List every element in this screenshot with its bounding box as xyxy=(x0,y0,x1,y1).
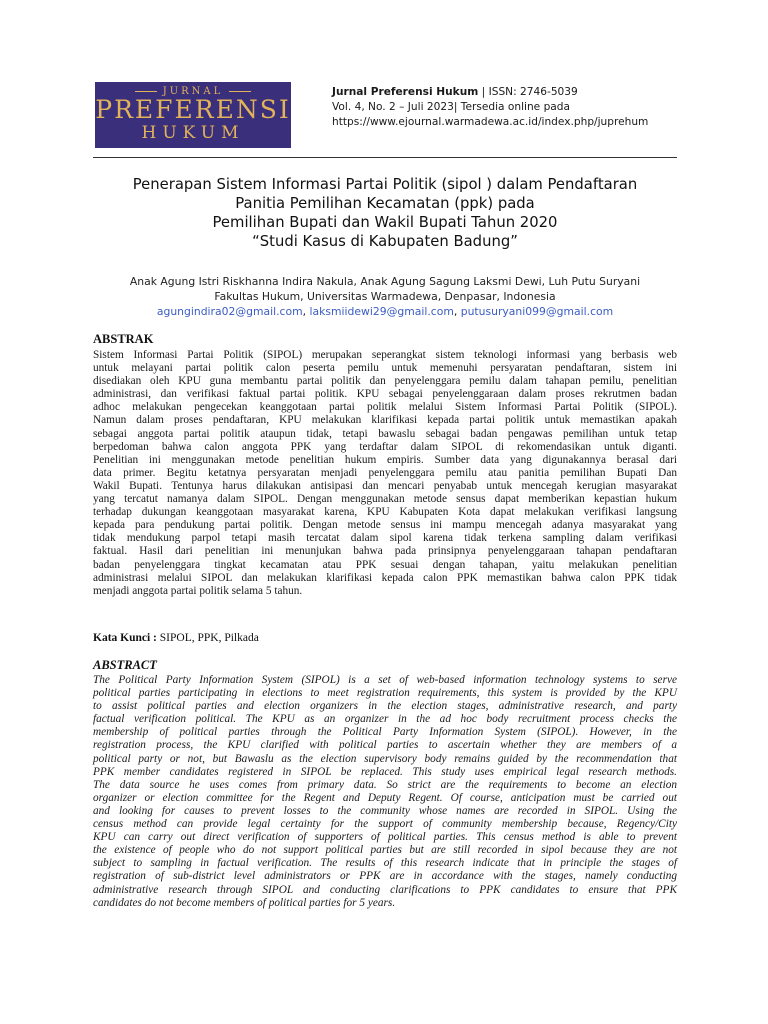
paragraph-line: yang tercatut namanya dalam SIPOL. Dengan menggunakan metode sensus dapat memberikan kepastian hukum xyxy=(93,493,677,506)
paragraph-line: The Political Party Information System (SIPOL) is a set of web-based information technology systems to serve xyxy=(93,674,677,686)
logo-line-hukum: HUKUM xyxy=(141,123,245,143)
journal-header-info xyxy=(332,85,677,130)
journal-logo xyxy=(95,82,291,148)
paragraph-line: data primer. Begitu ketatnya persyaratan menjadi penyelenggara pemilu atau panitia pemilihan Bupati Dan xyxy=(93,466,677,479)
paragraph-line: berpedoman bahwa calon anggota PPK yang terdaftar dalam SIPOL di rekomendasikan untuk diganti. xyxy=(93,440,677,453)
keywords-label: Kata Kunci : xyxy=(93,632,157,644)
email-link-2[interactable]: laksmiidewi29@gmail.com xyxy=(309,305,454,318)
paragraph-line: political parties participating in elections to meet registration requirements, this system is provided by the KPU xyxy=(93,687,677,700)
paragraph-line: organizer or election committee for the Regent and Deputy Regent. Of course, anticipation must be carried out xyxy=(93,791,677,804)
paragraph-line: administrasi, dan verifikasi faktual partai politik. KPU sebagai penyelenggaraan dalam proses rekrutmen badan xyxy=(93,388,677,401)
paragraph-line: to assist political parties and election organizers in the election stages, administrative research, and party xyxy=(93,700,677,713)
paragraph-line: The data source he uses comes from primary data. So strict are the requirements to become an election xyxy=(93,778,677,791)
paragraph-line: menjadi anggota partai politik selama 5 tahun. xyxy=(93,584,303,597)
paragraph-line: and looking for causes to prevent losses to the community whose names are recorded in SIPOL. Using the xyxy=(93,804,677,817)
paragraph-line: political party or not, but Bawaslu as the election supervisory body remains guided by the recommendation that xyxy=(93,752,677,765)
title-line-3: Pemilihan Bupati dan Wakil Bupati Tahun 2020 xyxy=(212,214,558,231)
paragraph-line: the existence of people who do not support political parties but are still recorded in sipol because they are not xyxy=(93,844,677,857)
email-separator: , xyxy=(453,305,461,318)
paragraph-line: Namun dalam proses pendaftaran, KPU melakukan klarifikasi kepada partai politik untuk memastikan apakah xyxy=(93,414,677,427)
abstract-heading: ABSTRACT xyxy=(93,658,157,672)
journal-url[interactable]: https://www.ejournal.warmadewa.ac.id/index.php/juprehum xyxy=(332,116,649,128)
paragraph-line: disediakan oleh KPU guna membantu partai politik dan penyelenggara pemilu dalam tahapan pemilu, penelitian xyxy=(93,375,677,388)
paragraph-line: subject to sampling in factual verification. The results of this research indicate that in principle the stages of xyxy=(93,857,677,870)
abstrak-heading: ABSTRAK xyxy=(93,332,154,346)
journal-issn: | ISSN: 2746-5039 xyxy=(478,86,578,98)
paper-title xyxy=(93,175,677,251)
paragraph-line: membership of political parties through the Political Party Information System (SIPOL). However, in the xyxy=(93,726,677,739)
keywords-value: SIPOL, PPK, Pilkada xyxy=(156,632,259,644)
header-divider xyxy=(93,157,677,158)
paragraph-line: administrative research through SIPOL and conducting clarifications to PPK candidates to ensure that PPK xyxy=(93,883,677,896)
paragraph-line: Penelitian ini menggunakan metode penelitian hukum empiris. Sumber data yang digunakannya berasal dari xyxy=(93,453,677,466)
journal-name: Jurnal Preferensi Hukum xyxy=(332,86,479,98)
author-emails xyxy=(93,304,677,319)
author-block xyxy=(93,274,677,319)
keywords-line xyxy=(93,632,259,644)
journal-name-line xyxy=(332,85,677,100)
title-line-1: Penerapan Sistem Informasi Partai Politik (sipol ) dalam Pendaftaran xyxy=(132,176,638,193)
abstract-body xyxy=(93,674,677,910)
paragraph-line: tidak mendukung parpol tetapi masih tercatat dalam sipol karena tidak terkena sampling dalam verifikasi xyxy=(93,532,677,545)
abstrak-body xyxy=(93,349,677,598)
paragraph-line: adhoc melakukan pengecekan keanggotaan partai politik melalui Sistem Informasi Partai Politik (SIPOL). xyxy=(93,401,677,414)
email-link-1[interactable]: agungindira02@gmail.com xyxy=(156,305,303,318)
paragraph-line: badan penyelenggara tingkat kecamatan atau PPK sesuai dengan tahapan, yaitu melakukan penelitian xyxy=(93,558,677,571)
paragraph-line: Sistem Informasi Partai Politik (SIPOL) merupakan seperangkat sistem teknologi informasi yang berbasis web xyxy=(93,349,677,361)
paragraph-line: kepada para pendukung partai politik. Dengan metode sensus ini mampu mencegah adanya masyarakat yang xyxy=(93,519,677,532)
title-line-2: Panitia Pemilihan Kecamatan (ppk) pada xyxy=(235,195,535,212)
paragraph-line: KPU can carry out direct verification of supporters of political parties. This census method is able to prevent xyxy=(93,831,677,844)
logo-line-preferensi: PREFERENSI xyxy=(95,95,291,124)
paragraph-line: untuk melayani partai politik calon peserta pemilu untuk memenuhi persyaratan pendaftaran, sistem ini xyxy=(93,362,677,375)
email-separator: , xyxy=(302,305,310,318)
paragraph-line: PPK member candidates registered in SIPOL be replaced. This study uses empirical legal research methods. xyxy=(93,765,677,778)
paragraph-line: sebagai anggota partai politik ataupun tidak, tetapi bawaslu sebagai badan pengawas pemilihan untuk tetap xyxy=(93,427,677,440)
email-link-3[interactable]: putusuryani099@gmail.com xyxy=(460,305,614,318)
paragraph-line: terhadap dukungan keanggotaan masyarakat karena, KPU Kabupaten Kota dapat melakukan verifikasi langsung xyxy=(93,506,677,519)
paragraph-line: Wakil Bupati. Tentunya harus dilakukan antisipasi dan mencari penyabab untuk mencegah kerugian masyarakat xyxy=(93,479,677,492)
paragraph-line: administrasi melalui SIPOL dan melakukan klarifikasi kepada calon PPK memastikan bahwa calon PPK tidak xyxy=(93,571,677,584)
paragraph-line: census method can provide legal certainty for the support of community membership because, Regency/City xyxy=(93,818,677,831)
paragraph-line: factual verification political. The KPU as an organizer in the ad hoc body recruitment process checks the xyxy=(93,713,677,726)
paragraph-line: faktual. Hasil dari penelitian ini menunjukan bahwa pada prinsipnya penyelenggaraan tahapan pendaftaran xyxy=(93,545,677,558)
journal-volume: Vol. 4, No. 2 – Juli 2023| Tersedia online pada xyxy=(332,101,570,113)
title-line-4: “Studi Kasus di Kabupaten Badung” xyxy=(252,233,518,250)
author-affiliation: Fakultas Hukum, Universitas Warmadewa, Denpasar, Indonesia xyxy=(214,290,556,303)
paragraph-line: registration process, the KPU clarified with political parties to ascertain whether they are members of a xyxy=(93,739,677,752)
paragraph-line: candidates do not become members of political parties for 5 years. xyxy=(93,896,396,909)
logo-line-jurnal: JURNAL xyxy=(95,86,291,97)
author-names: Anak Agung Istri Riskhanna Indira Nakula, Anak Agung Sagung Laksmi Dewi, Luh Putu Suryani xyxy=(129,275,641,288)
paragraph-line: registration of sub-district level administrators or PPK are in accordance with the stages, namely conducting xyxy=(93,870,677,883)
